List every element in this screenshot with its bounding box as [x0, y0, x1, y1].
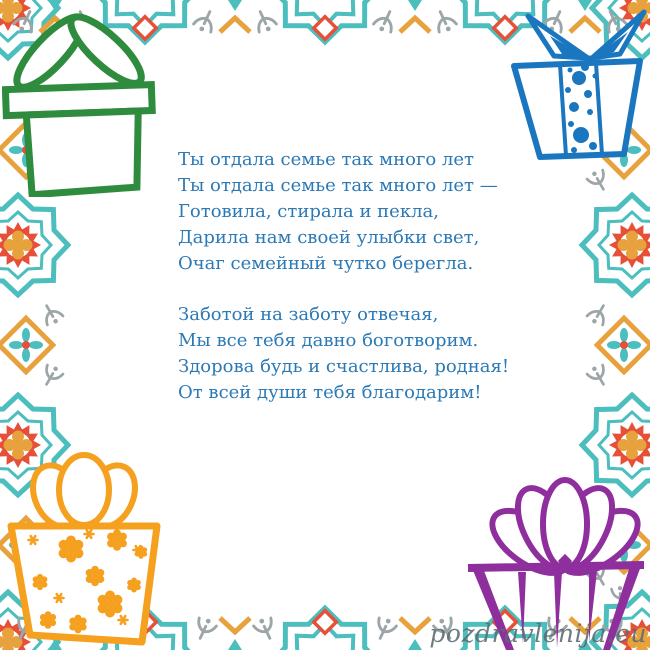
poem-line: Готовила, стирала и пекла, [178, 201, 439, 222]
green-gift-icon [2, 5, 164, 197]
poem-stanza [178, 302, 509, 406]
watermark-text: pozdravlenija.eu [429, 619, 647, 648]
poem-stanza [178, 147, 509, 277]
poem-line: Дарила нам своей улыбки свет, [178, 227, 480, 248]
poem-text [178, 147, 509, 406]
poem-line: Очаг семейный чутко берегла. [178, 253, 474, 274]
poem-line: Ты отдала семье так много лет — [178, 175, 498, 196]
blue-dotted-gift-icon [500, 4, 650, 166]
poem-line: Мы все тебя давно боготворим. [178, 330, 479, 351]
poem-line: Ты отдала семье так много лет [178, 149, 474, 170]
poem-line: Здорова будь и счастлива, родная! [178, 356, 510, 377]
orange-flower-gift-icon [1, 448, 167, 648]
poem-line: От всей души тебя благодарим! [178, 382, 482, 403]
poem-line: Заботой на заботу отвечая, [178, 304, 439, 325]
